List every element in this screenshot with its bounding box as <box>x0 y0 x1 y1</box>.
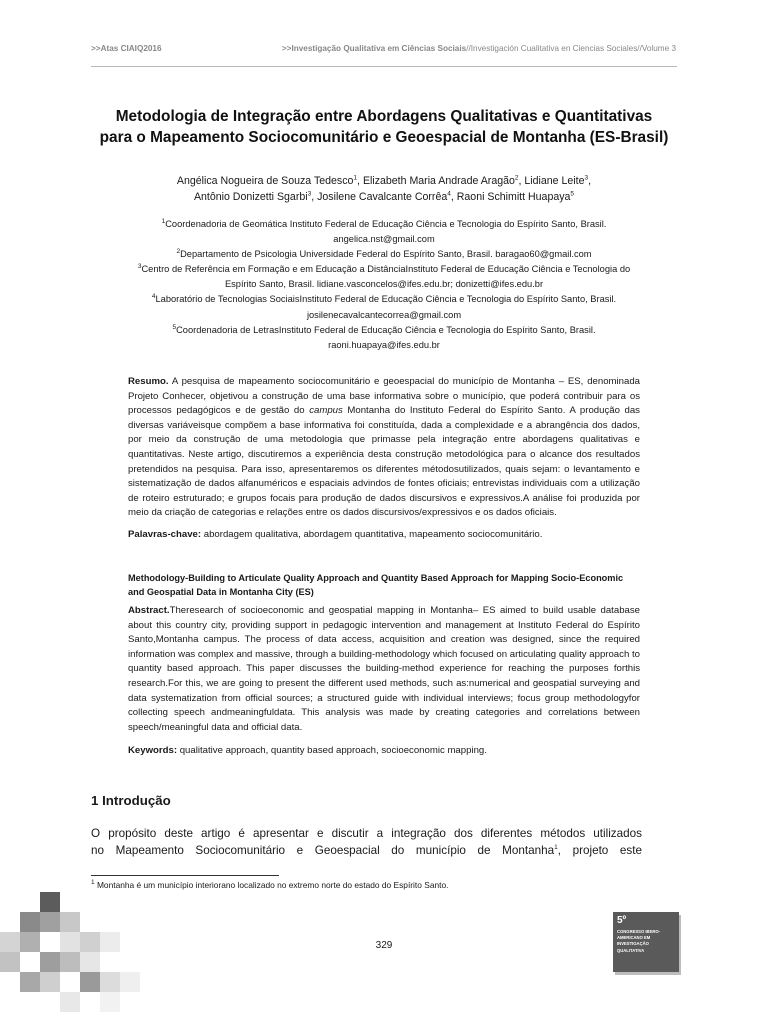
english-title: Methodology-Building to Articulate Quality Approach and Quantity Based Approach for Mapping Socio-Economic and Geospatial Data in Montanha City (ES) <box>128 573 624 597</box>
affiliation-sup: 3 <box>137 263 142 271</box>
author-line-2 <box>100 189 668 205</box>
congress-logo <box>613 912 679 972</box>
running-header <box>91 44 676 58</box>
intro-paragraph <box>91 825 642 859</box>
author-name: Antônio Donizetti Sgarbi <box>193 191 308 203</box>
logo-number: 5º <box>617 915 627 926</box>
affiliation-text: Coordenadoria de LetrasInstituto Federal de Educação Ciência e Tecnologia do Espírito Santo, Brasil. <box>176 324 596 335</box>
author-name: Elizabeth Maria Andrade Aragão <box>362 175 515 187</box>
author-sep: , <box>518 175 525 187</box>
author-sup: 1 <box>353 174 358 182</box>
palavras-chave <box>128 528 640 543</box>
affiliation-sup: 5 <box>172 323 177 331</box>
affiliation-item <box>96 217 672 232</box>
affiliation-email: angelica.nst@gmail.com <box>333 234 435 245</box>
affiliation-email: josilenecavalcantecorrea@gmail.com <box>306 309 462 320</box>
header-right-rest: //Investigación Cualitativa en Ciencias Sociales//Volume 3 <box>466 44 676 53</box>
decorative-mosaic <box>0 892 160 1014</box>
title-line-2: para o Mapeamento Sociocomunitário e Geoespacial de Montanha (ES-Brasil) <box>99 129 669 146</box>
author-sep: , <box>311 191 318 203</box>
author-name: Raoni Schimitt Huapaya <box>456 191 571 203</box>
author-line-1 <box>100 173 668 189</box>
resumo-text-a: A pesquisa de mapeamento sociocomunitário e geoespacial do município de Montanha – ES, denominada Projeto Conhecer, objetivou a construção de uma base informativa sobre o município, que poderá contribuir para os processos pedagógicos e de gestão do <box>128 376 640 417</box>
affiliation-text: Laboratório de Tecnologias SociaisInstituto Federal de Educação Ciência e Tecnologia do Espírito Santo, Brasil. <box>155 294 617 305</box>
intro-line-1: O propósito deste artigo é apresentar e discutir a integração dos diferentes métodos utilizados <box>91 827 642 840</box>
resumo-label: Resumo. <box>128 376 169 387</box>
abstract-label: Abstract. <box>128 605 170 616</box>
author-sep: , <box>450 191 457 203</box>
affiliation-email: raoni.huapaya@ifes.edu.br <box>328 339 440 350</box>
affiliation-text: Departamento de Psicologia Universidade Federal do Espírito Santo, Brasil. baragao60@gmail.com <box>180 249 592 260</box>
author-sup: 3 <box>584 174 589 182</box>
page-number: 329 <box>375 940 393 951</box>
footnote-rule <box>91 875 279 876</box>
affiliation-email: Espírito Santo, Brasil. lidiane.vasconcelos@ifes.edu.br; donizetti@ifes.edu.br <box>224 279 544 290</box>
affiliation-sup: 2 <box>176 248 181 256</box>
footnote-sup: 1 <box>91 879 95 887</box>
header-rule <box>91 66 677 67</box>
keywords-text: qualitative approach, quantity based approach, socioeconomic mapping. <box>177 745 487 756</box>
author-sup: 2 <box>514 174 519 182</box>
author-sep: , <box>357 175 363 187</box>
palavras-label: Palavras-chave: <box>128 529 202 540</box>
affiliation-text: Centro de Referência em Formação e em Educação a DistânciaInstituto Federal de Educação Ciência e Tecnologia do <box>141 264 631 275</box>
author-name: Josilene Cavalcante Corrêa <box>317 191 448 203</box>
resumo-text-b: Montanha do Instituto Federal do Espírito Santo. A produção das diversas variáveisque compõem a base informativa foi constituída, dada a complexidade e a abrangência dos dados, por meio da construção de uma metodologia que primasse pela integração entre abordagens qualitativas e quantitativas. Neste artigo, discutiremos a experiência desta construção metodológica para o alcance dos resultados pretendidos na pesquisa. Para isso, apresentaremos os diferentes métodosutilizados, quais sejam: o levantamento e sistematização de dados alfanuméricos e espaciais advindos de fontes oficiais; entrevistas individuais com a utilização de roteiro estruturado; e grupos focais para produção de dados discursivos e expressivos.A análise foi produzida por meio da criação de categorias e relações entre os dados discursivos/expressivos e os dados oficiais. <box>128 405 640 519</box>
author-list <box>100 173 668 205</box>
footnote-ref: 1 <box>554 844 558 852</box>
keywords-label: Keywords: <box>128 745 178 756</box>
intro-line-2b: , projeto este <box>557 844 642 857</box>
header-right <box>282 44 676 53</box>
intro-line-2a: no Mapeamento Sociocomunitário e Geoespacial do município de Montanha <box>91 844 555 857</box>
resumo-italic: campus <box>309 405 343 417</box>
keywords <box>128 744 640 759</box>
footnote <box>91 880 448 890</box>
affiliation-item <box>96 292 672 307</box>
affiliation-sup: 1 <box>161 217 166 225</box>
affiliation-list <box>96 217 672 353</box>
author-sup: 5 <box>570 190 575 198</box>
author-name: Lidiane Leite <box>524 175 585 187</box>
author-sep: , <box>588 175 592 187</box>
affiliation-item <box>96 247 672 262</box>
author-sup: 3 <box>307 190 312 198</box>
header-right-bold: >>Investigação Qualitativa em Ciências Sociais <box>281 44 467 53</box>
author-name: Angélica Nogueira de Souza Tedesco <box>176 175 354 187</box>
footnote-text: Montanha é um município interiorano localizado no extremo norte do estado do Espírito Santo. <box>94 880 449 890</box>
affiliation-sup: 4 <box>151 293 156 301</box>
abstract-text: Theresearch of socioeconomic and geospatial mapping in Montanha– ES aimed to build usable database about this country city, providing support in pedagogic intervention and management at Instituto Federal do Espírito Santo,Montanha campus. The process of data access, acquisition and creation was designed, since the required information was complex and massive, through a building-methodology which focused on articulating quality approach to quantity based approach. This paper discusses the building-method experience for reaching the purposes forthis research.For this, we are going to present the different used methods, such as:numerical and geospatial surveying and data systematization from official sources; a structured guide with individual interviews; focus group methodologyfor collecting speech andmeaningfuldata. This analysis was made by creating categories and correlations between speech/meaningful data and official data. <box>128 605 640 733</box>
affiliation-text: Coordenadoria de Geomática Instituto Federal de Educação Ciência e Tecnologia do Espírito Santo, Brasil. <box>165 219 607 229</box>
title-line-1: Metodologia de Integração entre Abordagens Qualitativas e Quantitativas <box>115 108 653 125</box>
affiliation-item <box>96 323 672 338</box>
author-sup: 4 <box>447 190 451 198</box>
resumo-paragraph <box>128 375 640 521</box>
abstract-paragraph <box>128 604 640 735</box>
header-left: >>Atas CIAIQ2016 <box>91 44 162 53</box>
affiliation-item <box>96 262 672 277</box>
palavras-text: abordagem qualitativa, abordagem quantitativa, mapeamento sociocomunitário. <box>201 529 543 540</box>
intro-line-2 <box>91 842 642 859</box>
section-heading: 1 Introdução <box>91 793 171 808</box>
logo-text: CONGRESSO IBERO-AMERICANO EM INVESTIGAÇÃO QUALITATIVA <box>617 929 661 953</box>
paper-title <box>80 106 688 148</box>
